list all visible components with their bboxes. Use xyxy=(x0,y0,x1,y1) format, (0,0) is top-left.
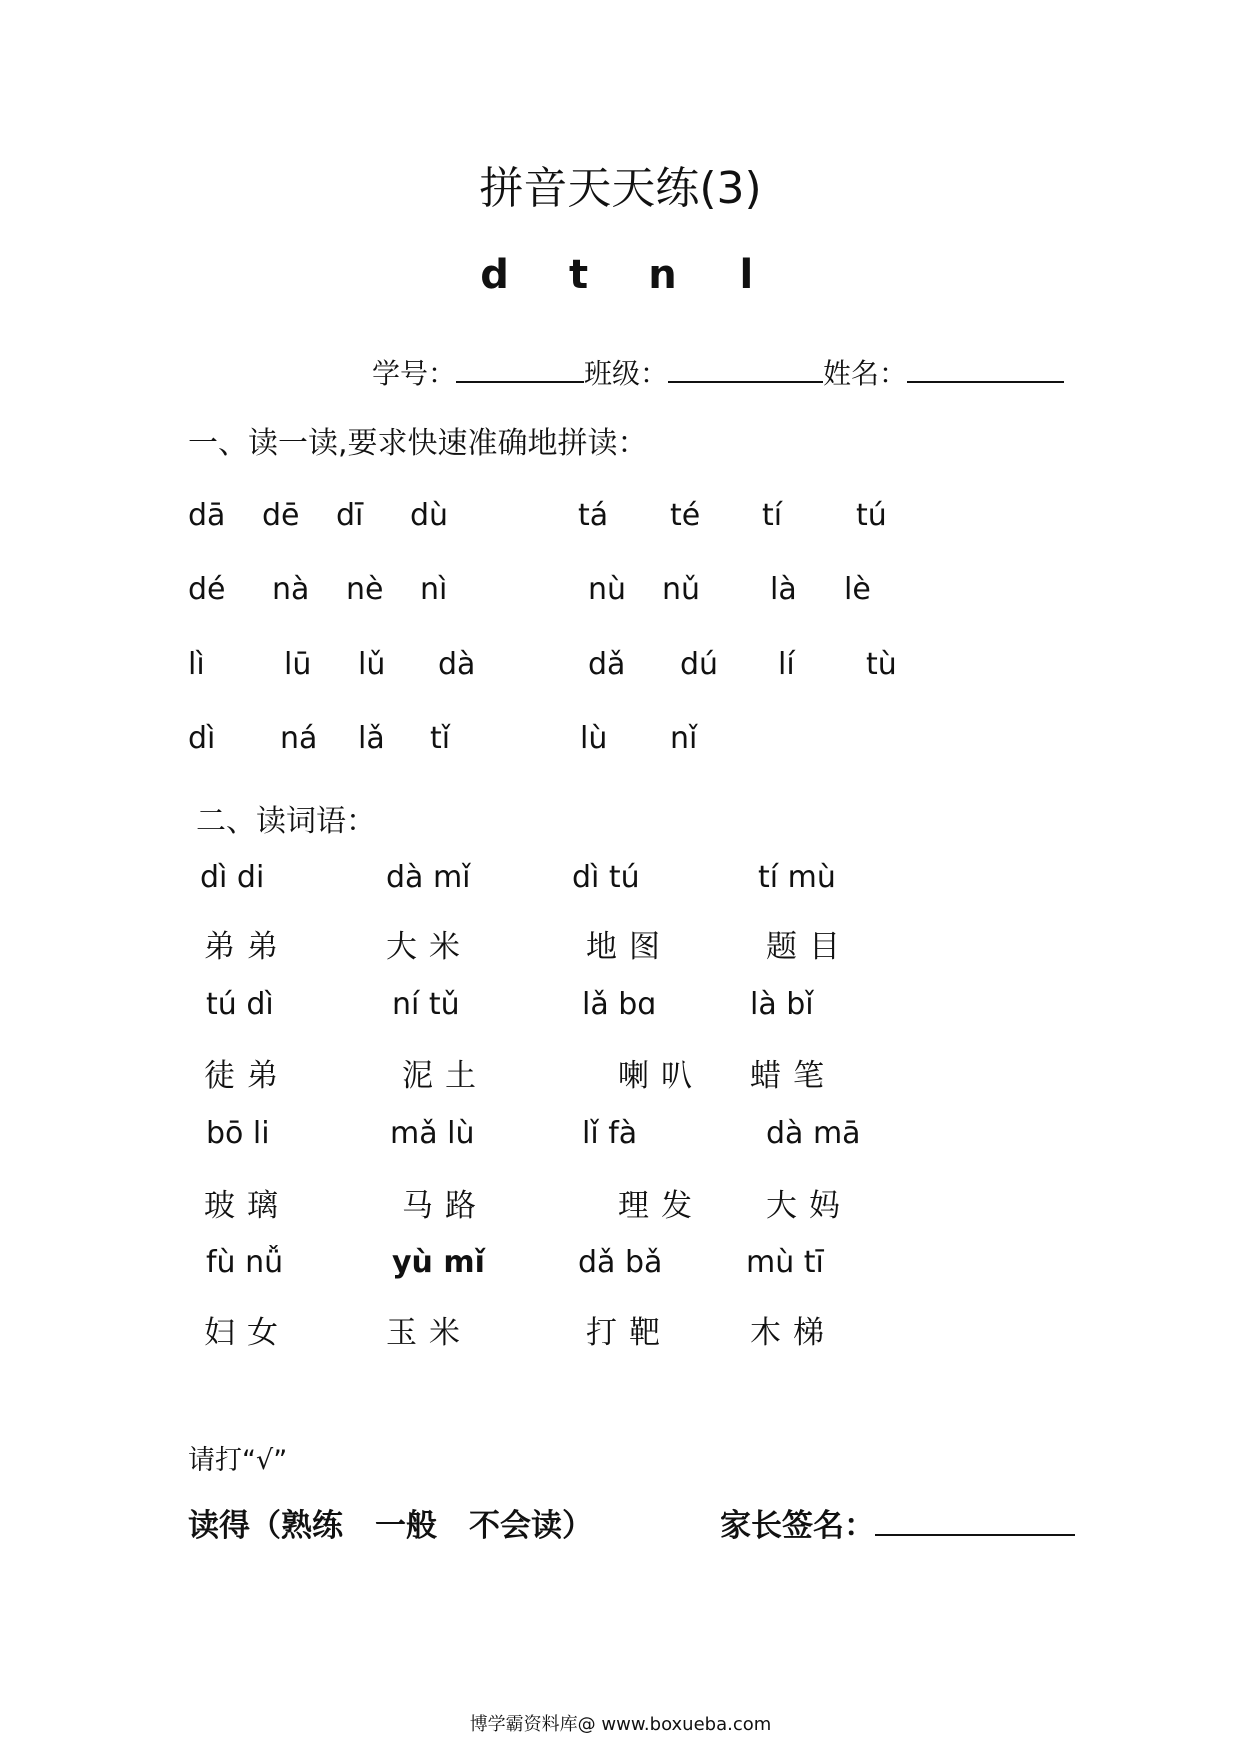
word-hanzi: 弟弟 xyxy=(204,929,290,965)
syllable: nì xyxy=(420,572,448,607)
word-hanzi: 玻璃 xyxy=(204,1188,290,1224)
syllable: nà xyxy=(272,572,310,607)
name-blank[interactable] xyxy=(907,353,1064,383)
syllable: tǐ xyxy=(430,721,451,756)
syllable: nè xyxy=(346,572,384,607)
syllable: té xyxy=(670,498,701,533)
word-pinyin: dǎ bǎ xyxy=(578,1245,663,1280)
class-label: 班级： xyxy=(584,357,669,390)
syllable: lè xyxy=(844,572,871,607)
initial-letter: d xyxy=(480,252,509,298)
parent-sign-label: 家长签名： xyxy=(720,1508,875,1544)
initial-letter: n xyxy=(648,252,677,298)
section1-heading: 一、读一读,要求快速准确地拼读： xyxy=(188,426,648,461)
word-hanzi: 喇叭 xyxy=(618,1058,704,1094)
syllable: lù xyxy=(580,721,608,756)
word-pinyin: dì tú xyxy=(572,860,640,895)
word-hanzi: 木梯 xyxy=(750,1315,836,1351)
syllable: dù xyxy=(410,498,449,533)
word-pinyin: dì di xyxy=(200,860,265,895)
syllable: dī xyxy=(336,498,364,533)
word-hanzi: 理发 xyxy=(618,1188,704,1224)
syllable: dē xyxy=(262,498,300,533)
initial-letter: l xyxy=(739,252,754,298)
syllable: lǎ xyxy=(358,721,385,756)
check-note: 请打“√” xyxy=(188,1445,288,1476)
status-fluent[interactable]: 读得（熟练 xyxy=(188,1508,343,1544)
word-hanzi: 打靶 xyxy=(586,1315,672,1351)
word-pinyin: tú dì xyxy=(206,987,274,1022)
initials-row xyxy=(0,252,1241,298)
syllable: tí xyxy=(762,498,783,533)
word-pinyin: ní tǔ xyxy=(392,987,460,1022)
word-pinyin: mù tī xyxy=(746,1245,824,1280)
syllable: lū xyxy=(284,647,312,682)
word-pinyin: fù nǚ xyxy=(206,1245,284,1280)
word-hanzi: 玉米 xyxy=(386,1315,472,1351)
word-hanzi: 马路 xyxy=(402,1188,488,1224)
student-id-blank[interactable] xyxy=(456,353,584,383)
syllable: lí xyxy=(778,647,795,682)
word-hanzi: 地图 xyxy=(586,929,672,965)
word-pinyin: yù mǐ xyxy=(392,1245,485,1280)
syllable: nǔ xyxy=(662,572,701,607)
syllable: dā xyxy=(188,498,226,533)
syllable: lǔ xyxy=(358,647,386,682)
syllable: lì xyxy=(188,647,205,682)
word-hanzi: 徒弟 xyxy=(204,1058,290,1094)
syllable: tú xyxy=(856,498,887,533)
word-hanzi: 泥土 xyxy=(402,1058,488,1094)
word-pinyin: lǎ bɑ xyxy=(582,987,657,1022)
reading-status xyxy=(188,1500,625,1545)
word-hanzi: 题目 xyxy=(766,929,852,965)
name-label: 姓名： xyxy=(823,357,908,390)
syllable: dé xyxy=(188,572,226,607)
word-pinyin: dà mā xyxy=(766,1116,861,1151)
word-pinyin: bō li xyxy=(206,1116,270,1151)
syllable: nù xyxy=(588,572,627,607)
status-average[interactable]: 一般 xyxy=(375,1508,437,1544)
syllable: dǎ xyxy=(588,647,626,682)
word-pinyin: mǎ lù xyxy=(390,1116,475,1151)
class-blank[interactable] xyxy=(668,353,823,383)
syllable: tá xyxy=(578,498,609,533)
parent-sign-blank[interactable] xyxy=(875,1500,1075,1536)
word-hanzi: 大妈 xyxy=(766,1188,852,1224)
student-info xyxy=(372,352,1064,392)
syllable: ná xyxy=(280,721,318,756)
syllable: tù xyxy=(866,647,897,682)
parent-signature xyxy=(720,1500,1075,1545)
syllable: dú xyxy=(680,647,719,682)
word-pinyin: tí mù xyxy=(758,860,836,895)
syllable: dì xyxy=(188,721,216,756)
syllable: là xyxy=(770,572,797,607)
word-hanzi: 妇女 xyxy=(204,1315,290,1351)
section2-heading: 二、读词语： xyxy=(196,804,376,839)
word-pinyin: là bǐ xyxy=(750,987,814,1022)
word-hanzi: 大米 xyxy=(386,929,472,965)
initial-letter: t xyxy=(568,252,589,298)
student-id-label: 学号： xyxy=(372,357,457,390)
page-title: 拼音天天练(3) xyxy=(479,163,762,214)
word-pinyin: lǐ fà xyxy=(582,1116,638,1151)
syllable: nǐ xyxy=(670,721,698,756)
word-pinyin: dà mǐ xyxy=(386,860,471,895)
status-cannot[interactable]: 不会读） xyxy=(469,1508,593,1544)
footer-watermark: 博学霸资料库@ www.boxueba.com xyxy=(469,1714,772,1735)
syllable: dà xyxy=(438,647,476,682)
word-hanzi: 蜡笔 xyxy=(750,1058,836,1094)
